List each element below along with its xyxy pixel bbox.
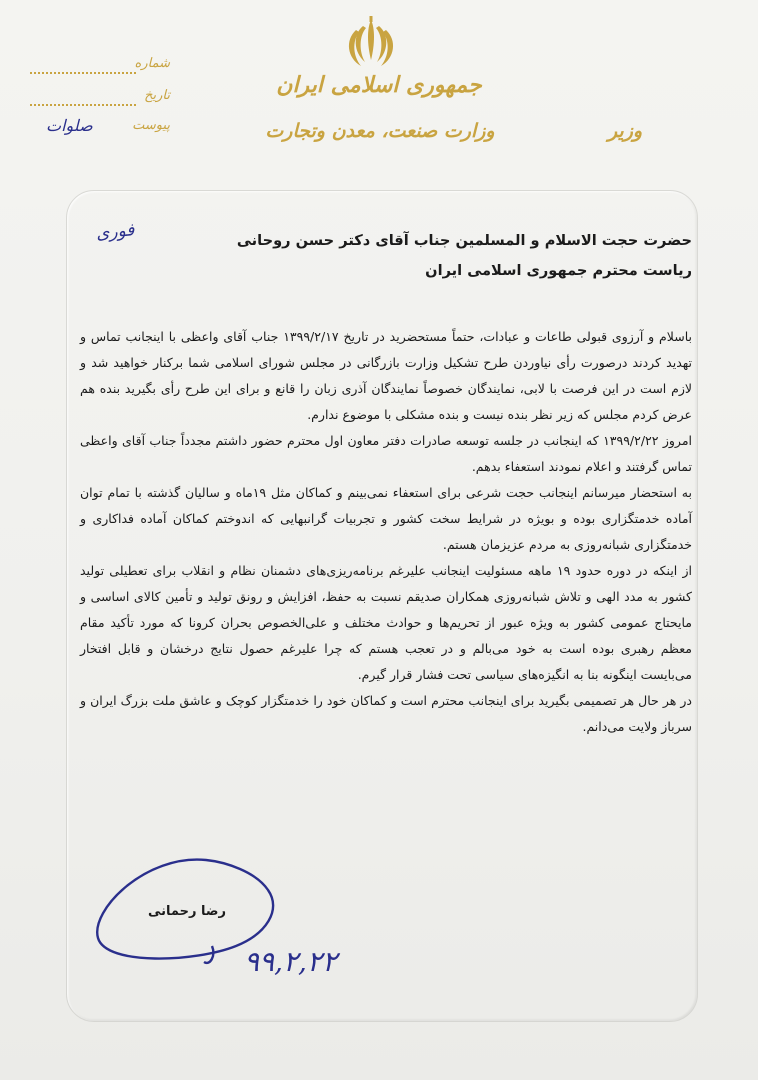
meta-number-dots [30, 72, 136, 74]
signature-name: رضا رحمانی [148, 904, 226, 919]
addressee-line-1: حضرت حجت الاسلام و المسلمین جناب آقای دکتر حسن روحانی [236, 232, 692, 249]
addressee-line-2: ریاست محترم جمهوری اسلامی ایران [425, 262, 692, 279]
meta-date-row [30, 88, 170, 110]
meta-attachment-label: پیوست [132, 118, 170, 133]
urgent-note: فوری [95, 220, 136, 244]
meta-attachment-value: صلوات [46, 116, 93, 135]
meta-date-dots [30, 104, 136, 106]
letterhead-office: وزیر [607, 120, 643, 142]
letter-body [80, 226, 692, 740]
meta-number-row [30, 56, 170, 78]
iran-emblem-icon [341, 14, 401, 74]
handwritten-date: ۹۹,۲,۲۲ [244, 945, 337, 978]
meta-number-label: شماره [134, 56, 170, 71]
letter-text: باسلام و آرزوی قبولی طاعات و عبادات، حتماً مستحضرید در تاریخ ۱۳۹۹/۲/۱۷ جناب آقای واعظی با اینجانب تماس و تهدید کردند درصورت رأی نیاوردن طرح تشکیل وزارت بازرگانی در مجلس شورای اسلامی شما برکنار خواهید شد و لازم است در این فرصت با لابی، نمایندگان خصوصاً نمایندگان آذری زبان را قانع و برای این طرح رأی بگیرید بنده هم عرض کردم مجلس که زیر نظر بنده نیست و بنده مشکلی با موضوع ندارم. امروز ۱۳۹۹/۲/۲۲ که اینجانب در جلسه توسعه صادرات دفتر معاون اول محترم حضور داشتم مجدداً جناب آقای واعظی تماس گرفتند و اعلام نمودند استعفاء بدهم. به استحضار میرسانم اینجانب حجت شرعی برای استعفاء نمی‌بینم و کماکان مثل ۱۹ماه و سالیان گذشته با تمام توان آماده خدمتگزاری بوده و بویژه در شرایط سخت کشور و تجربیات گرانبهایی که اندوختم کماکان آماده فداکاری و خدمتگزاری شبانه‌روزی به مردم عزیزمان هستم. از اینکه در دوره حدود ۱۹ ماهه مسئولیت اینجانب علیرغم برنامه‌ریزی‌های دشمنان نظام و انقلاب برای تعطیلی تولید کشور به مدد الهی و تلاش شبانه‌روزی همکاران صدیقم نسبت به حفظ، افزایش و رونق تولید و تأمین کالای اساسی و مایحتاج عمومی کشور به ویژه عبور از تحریم‌ها و حوادث مختلف و علی‌الخصوص بحران کرونا که مورد تأکید مقام معظم رهبری بوده است به خود می‌بالم و در تعجب هستم که چرا علیرغم حصول نتایج درخشان و قابل افتخار می‌بایست اینگونه بنا به انگیزه‌های سیاسی تحت فشار قرار گیرم. در هر حال هر تصمیمی بگیرید برای اینجانب محترم است و کماکان خود را خدمتگزار کوچک و عاشق ملت بزرگ ایران و سرباز ولایت می‌دانم. [80, 329, 692, 734]
meta-date-label: تاریخ [144, 88, 170, 103]
letterhead-ministry: وزارت صنعت، معدن وتجارت [265, 120, 495, 142]
letterhead-country: جمهوری اسلامی ایران [276, 72, 482, 98]
